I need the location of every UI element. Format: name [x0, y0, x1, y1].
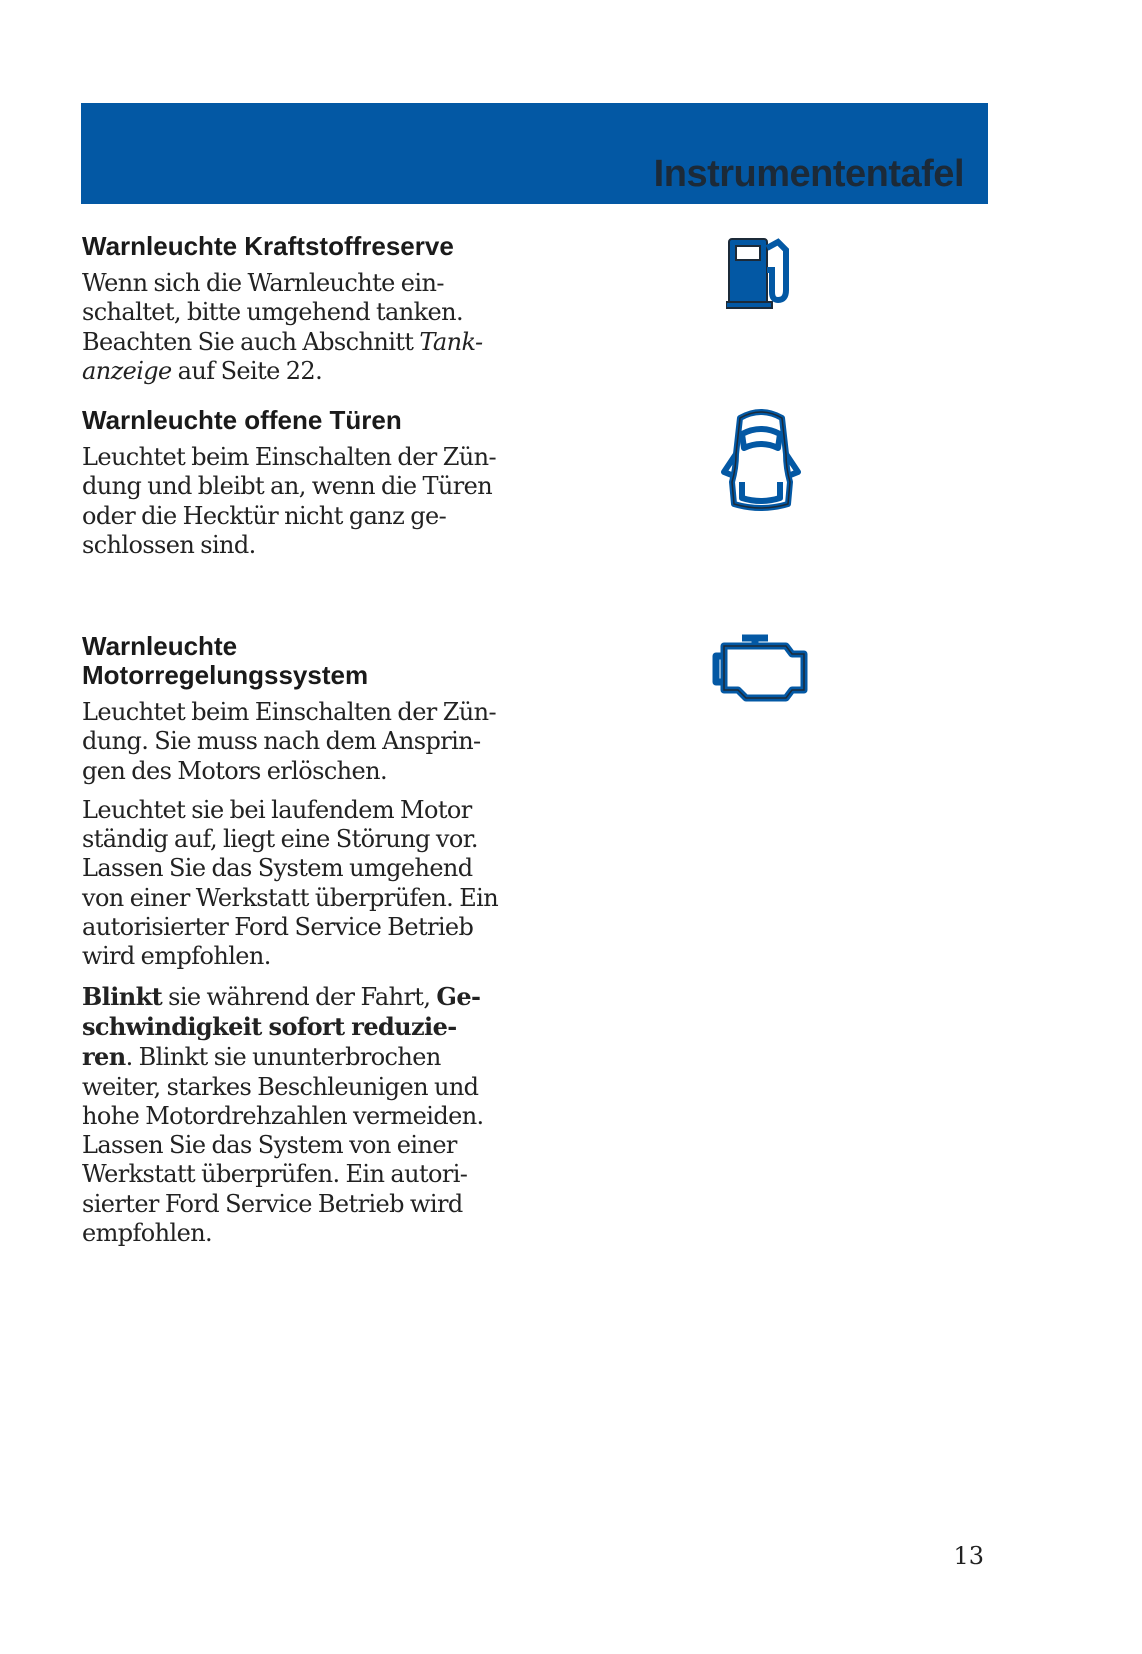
- text-line: autorisierter Ford Service Betrieb: [82, 913, 474, 942]
- bold-text: schwindigkeit sofort reduzie-: [82, 1011, 457, 1041]
- italic-reference: Tank-: [419, 327, 483, 356]
- text-line: [82, 328, 522, 357]
- page-number: 13: [953, 1542, 984, 1570]
- text-fragment: sie während der Fahrt,: [162, 982, 437, 1011]
- text-line: hohe Motordrehzahlen vermeiden.: [82, 1101, 484, 1130]
- section-fuel-reserve: [82, 232, 522, 396]
- section-open-doors: [82, 406, 522, 570]
- section-heading: [82, 632, 522, 690]
- fuel-pump-icon: [726, 236, 798, 310]
- section-heading: Warnleuchte Kraftstoffreserve: [82, 231, 454, 261]
- text-line: Werkstatt überprüfen. Ein autori-: [82, 1160, 468, 1189]
- bold-text: ren: [82, 1042, 126, 1072]
- text-line: Leuchtet sie bei laufendem Motor: [82, 795, 472, 824]
- text-line: [82, 1012, 522, 1042]
- text-fragment: Beachten Sie auch Abschnitt: [82, 327, 420, 356]
- text-line: gen des Motors erlöschen.: [82, 756, 388, 785]
- text-line: sierter Ford Service Betrieb wird: [82, 1189, 463, 1218]
- engine-icon: [710, 632, 814, 706]
- text-line: [82, 982, 522, 1012]
- text-line: wird empfohlen.: [82, 942, 271, 971]
- text-line: schaltet, bitte umgehend tanken.: [82, 298, 464, 327]
- text-line: Leuchtet beim Einschalten der Zün-: [82, 443, 496, 471]
- text-fragment: . Blinkt sie ununterbrochen: [125, 1043, 441, 1072]
- text-line: ständig auf, liegt eine Störung vor.: [82, 825, 478, 854]
- section-text: [82, 269, 522, 386]
- section-engine-management: [82, 632, 522, 1258]
- text-line: von einer Werkstatt überprüfen. Ein: [82, 883, 499, 912]
- text-line: dung und bleibt an, wenn die Türen: [82, 472, 493, 501]
- section-header-bar: [81, 103, 988, 204]
- door-ajar-car-icon: [720, 408, 802, 514]
- section-heading: Warnleuchte offene Türen: [82, 405, 402, 435]
- italic-reference: anzeige: [82, 356, 172, 385]
- text-line: Wenn sich die Warnleuchte ein-: [82, 269, 444, 297]
- section-text-3: [82, 982, 522, 1249]
- section-text-1: [82, 698, 522, 786]
- bold-text: Ge-: [436, 981, 481, 1011]
- text-line: Lassen Sie das System von einer: [82, 1131, 457, 1160]
- text-line: [82, 1042, 522, 1072]
- text-line: dung. Sie muss nach dem Ansprin-: [82, 727, 481, 756]
- text-line: empfohlen.: [82, 1219, 213, 1248]
- text-fragment: auf Seite 22.: [171, 356, 323, 385]
- text-line: [82, 357, 522, 386]
- text-line: schlossen sind.: [82, 530, 256, 559]
- bold-text: Blinkt: [82, 981, 163, 1011]
- heading-line: Warnleuchte: [82, 631, 238, 661]
- section-text: [82, 443, 522, 560]
- text-line: Leuchtet beim Einschalten der Zün-: [82, 698, 496, 726]
- text-line: weiter, starkes Beschleunigen und: [82, 1072, 479, 1101]
- heading-line: Motorregelungssystem: [82, 660, 369, 690]
- text-line: oder die Hecktür nicht ganz ge-: [82, 501, 447, 530]
- chapter-title: Instrumententafel: [653, 153, 964, 195]
- text-line: Lassen Sie das System umgehend: [82, 854, 473, 883]
- section-text-2: [82, 796, 522, 972]
